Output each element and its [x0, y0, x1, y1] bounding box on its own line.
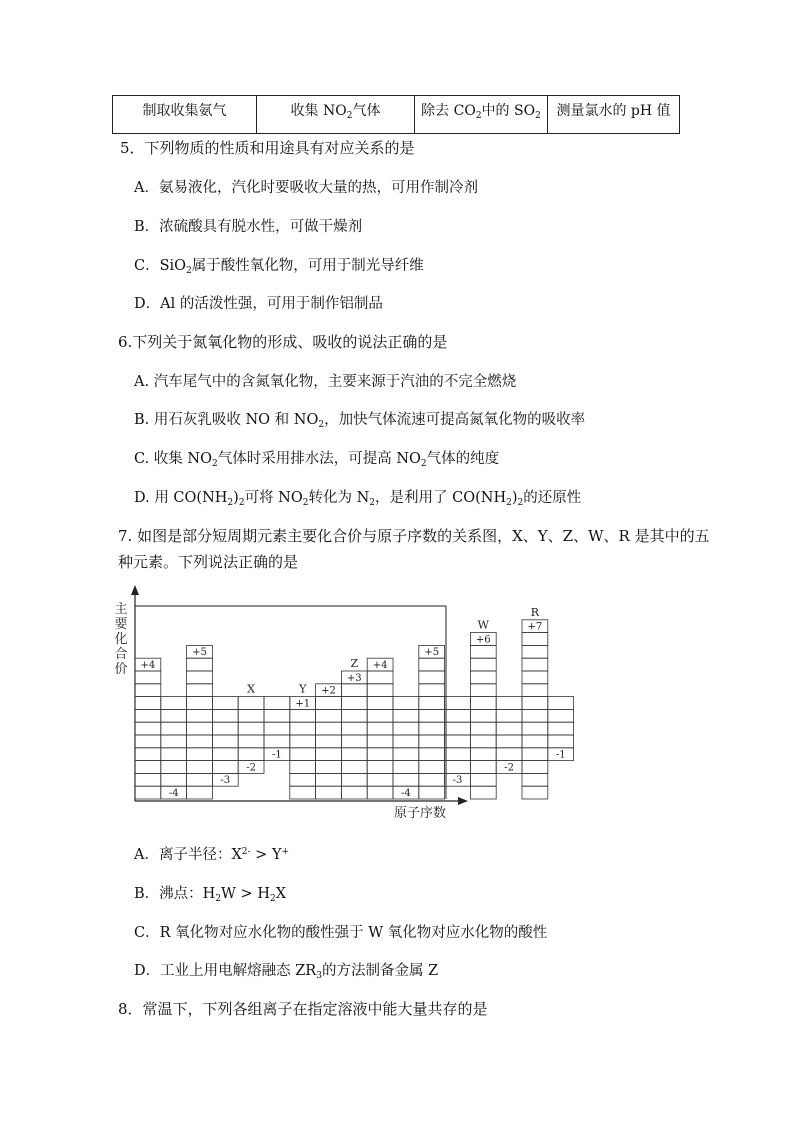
chart-cell [161, 773, 187, 786]
chart-cell [419, 697, 445, 710]
chart-cell [393, 709, 419, 722]
chart-cell [341, 761, 367, 774]
chart-cell [419, 684, 445, 697]
chart-cell [522, 684, 548, 697]
chart-cell [522, 709, 548, 722]
bar-value-label: -2 [246, 762, 256, 774]
bar-value-label: +6 [475, 634, 491, 646]
chart-cell [548, 697, 574, 710]
chart-cell [264, 735, 290, 748]
chart-cell [393, 748, 419, 761]
question-5-stem: 5．下列物质的性质和用途具有对应关系的是 [120, 139, 415, 157]
chart-cell [393, 722, 419, 735]
chart-cell [419, 722, 445, 735]
chart-cell [496, 735, 522, 748]
chart-cell [187, 697, 213, 710]
chart-cell [187, 786, 213, 799]
chart-cell [135, 709, 161, 722]
chart-cell [470, 748, 496, 761]
chart-cell [316, 786, 342, 799]
bar-value-label: -1 [272, 749, 282, 761]
chart-cell [135, 671, 161, 684]
chart-cell [135, 773, 161, 786]
question-7-option-b: B．沸点：$H_2W > H_2X$ [134, 886, 287, 904]
chart-cell [522, 761, 548, 774]
question-6-stem: 6.下列关于氮氧化物的形成、吸收的说法正确的是 [118, 333, 448, 351]
chart-cell [187, 671, 213, 684]
chart-cell [522, 697, 548, 710]
chart-cell [212, 697, 238, 710]
bar-value-label: +3 [346, 672, 362, 684]
chart-cell [419, 709, 445, 722]
bar-value-label: +4 [372, 660, 388, 671]
chart-cell [548, 722, 574, 735]
chart-cell [135, 697, 161, 710]
bar-value-label: -2 [504, 762, 514, 774]
y-axis-label-char: 化 [114, 632, 128, 647]
bar-value-label: +4 [140, 660, 156, 671]
chart-cell [238, 748, 264, 761]
chart-cell [290, 722, 316, 735]
chart-cell [212, 709, 238, 722]
question-5-option-b: B．浓硫酸具有脱水性，可做干燥剂 [134, 219, 363, 235]
question-7-stem-line1: 7. 如图是部分短周期元素主要化合价与原子序数的关系图，X、Y、Z、W、R 是其中的五 [118, 527, 710, 545]
chart-cell [161, 722, 187, 735]
chart-cell [522, 748, 548, 761]
chart-cell [548, 735, 574, 748]
chart-cell [187, 761, 213, 774]
chart-cell [470, 761, 496, 774]
chart-cell [341, 786, 367, 799]
chart-cell [290, 786, 316, 799]
chart-cell [316, 735, 342, 748]
chart-cell [238, 735, 264, 748]
chart-cell [522, 645, 548, 658]
chart-cell [445, 748, 471, 761]
chart-cell [470, 773, 496, 786]
chart-cell [316, 748, 342, 761]
chart-cell [522, 722, 548, 735]
chart-cell [212, 722, 238, 735]
chart-cell [470, 658, 496, 671]
chart-cell [187, 773, 213, 786]
chart-cell [161, 735, 187, 748]
chart-cell [341, 748, 367, 761]
element-label: X [247, 682, 256, 696]
chart-cell [393, 761, 419, 774]
chart-cell [290, 748, 316, 761]
question-7-option-c: C．R 氧化物对应水化物的酸性强于 W 氧化物对应水化物的酸性 [134, 925, 548, 941]
element-label: W [477, 618, 489, 632]
chart-cell [367, 671, 393, 684]
chart-cell [496, 709, 522, 722]
chart-cell [341, 684, 367, 697]
chart-cell [522, 658, 548, 671]
table-cell-ammonia: 制取收集氨气 [113, 96, 257, 134]
chart-cell [341, 722, 367, 735]
bar-value-label: +7 [527, 621, 543, 633]
chart-cell [445, 722, 471, 735]
chart-cell [187, 748, 213, 761]
chart-cell [393, 773, 419, 786]
bar-value-label: -3 [220, 775, 231, 787]
chart-cell [496, 748, 522, 761]
element-label: Z [350, 657, 359, 670]
chart-cell [445, 709, 471, 722]
chart-cell [367, 761, 393, 774]
chart-cell [496, 722, 522, 735]
y-axis-arrow [131, 585, 139, 595]
chart-cell [187, 684, 213, 697]
chart-cell [264, 697, 290, 710]
chart-cell [187, 735, 213, 748]
chart-cell [522, 735, 548, 748]
chart-cell [238, 722, 264, 735]
chart-cell [367, 722, 393, 735]
bar-value-label: -3 [452, 775, 463, 787]
bar-value-label: +5 [192, 647, 207, 659]
chart-cell [187, 658, 213, 671]
chart-cell [238, 697, 264, 710]
chart-cell [470, 709, 496, 722]
chart-cell [470, 722, 496, 735]
question-6-option-d: D. 用 $CO(NH_2)_2$可将 $NO_2$转化为 $N_2$，是利用了 $CO(NH_2)_2$的还原性 [134, 490, 582, 508]
chart-cell [316, 773, 342, 786]
bar-value-label: +1 [295, 698, 311, 710]
y-axis-label-char: 合 [114, 647, 128, 662]
chart-cell [445, 697, 471, 710]
chart-cell [548, 709, 574, 722]
chart-cell [419, 658, 445, 671]
question-6-option-c: C. 收集 $NO_2$气体时采用排水法，可提高 $NO_2$气体的纯度 [134, 451, 500, 469]
chart-cell [419, 671, 445, 684]
valence-chart [110, 583, 566, 828]
chart-cell [212, 735, 238, 748]
chart-cell [187, 722, 213, 735]
question-7-stem-line2: 种元素。下列说法正确的是 [118, 553, 299, 571]
chart-cell [135, 761, 161, 774]
chart-cell [341, 697, 367, 710]
chart-cell [367, 697, 393, 710]
question-7-option-d: D．工业上用电解熔融态 $ZR_3$的方法制备金属 Z [134, 963, 439, 981]
chart-cell [470, 671, 496, 684]
chart-cell [419, 748, 445, 761]
question-5-option-a: A．氨易液化，汽化时要吸收大量的热，可用作制冷剂 [134, 180, 478, 196]
chart-cell [522, 786, 548, 799]
chart-cell [316, 697, 342, 710]
chart-cell [316, 761, 342, 774]
chart-cell [393, 735, 419, 748]
chart-cell [367, 709, 393, 722]
chart-cell [522, 671, 548, 684]
chart-cell [445, 735, 471, 748]
table-cell-so2: 除去 $CO_2$中的 $SO_2$ [415, 96, 548, 134]
chart-cell [393, 697, 419, 710]
chart-cell [367, 773, 393, 786]
chart-cell [470, 684, 496, 697]
chart-cell [135, 722, 161, 735]
y-axis-label-char: 主 [114, 602, 128, 617]
chart-cell [135, 684, 161, 697]
chart-cell [290, 709, 316, 722]
chart-cell [135, 735, 161, 748]
chart-cell [212, 761, 238, 774]
experiment-table [112, 95, 680, 134]
chart-cell [161, 761, 187, 774]
bar-value-label: -4 [168, 788, 179, 799]
chart-cell [135, 786, 161, 799]
chart-cell [316, 709, 342, 722]
bar-value-label: +5 [424, 647, 440, 659]
bar-value-label: -1 [555, 749, 566, 761]
question-8-stem: 8．常温下，下列各组离子在指定溶液中能大量共存的是 [118, 1000, 488, 1018]
chart-cell [161, 697, 187, 710]
chart-cell [187, 709, 213, 722]
chart-cell [419, 761, 445, 774]
question-5-option-d: D．Al 的活泼性强，可用于制作铝制品 [134, 296, 383, 312]
element-label: R [530, 605, 540, 619]
table-cell-ph: 测量氯水的 pH 值 [548, 96, 680, 134]
chart-cell [341, 709, 367, 722]
chart-cell [470, 786, 496, 799]
y-axis-label-char: 价 [114, 662, 128, 677]
chart-cell [470, 697, 496, 710]
x-axis-arrow [458, 797, 468, 805]
bar-value-label: +2 [321, 685, 336, 697]
chart-cell [367, 684, 393, 697]
chart-cell [367, 735, 393, 748]
chart-cell [212, 748, 238, 761]
chart-cell [341, 773, 367, 786]
chart-cell [367, 786, 393, 799]
question-5-option-c: C．SiO$_2$属于酸性氧化物，可用于制光导纤维 [134, 258, 424, 276]
chart-cell [290, 761, 316, 774]
element-label: Y [299, 682, 307, 696]
chart-cell [264, 722, 290, 735]
bar-value-label: -4 [401, 788, 411, 799]
x-axis-label: 原子序数 [393, 806, 447, 821]
chart-cell [161, 709, 187, 722]
table-cell-no2: 收集 $NO_2$气体 [257, 96, 415, 134]
chart-cell [135, 748, 161, 761]
chart-cell [367, 748, 393, 761]
chart-cell [496, 697, 522, 710]
question-6-option-b: B. 用石灰乳吸收 NO 和 $NO_2$，加快气体流速可提高氮氧化物的吸收率 [134, 412, 586, 430]
chart-cell [238, 709, 264, 722]
question-7-option-a: A．离子半径：$X^{2-} > Y^+$ [134, 847, 290, 863]
chart-cell [522, 633, 548, 646]
chart-cell [470, 645, 496, 658]
chart-cell [419, 786, 445, 799]
chart-cell [316, 722, 342, 735]
chart-cell [341, 735, 367, 748]
chart-cell [445, 761, 471, 774]
chart-cell [161, 748, 187, 761]
chart-cell [522, 773, 548, 786]
question-6-option-a: A. 汽车尾气中的含氮氧化物，主要来源于汽油的不完全燃烧 [134, 374, 517, 390]
chart-cell [264, 709, 290, 722]
chart-cell [290, 773, 316, 786]
chart-cell [470, 735, 496, 748]
chart-cell [419, 773, 445, 786]
chart-cell [290, 735, 316, 748]
y-axis-label-char: 要 [114, 617, 128, 632]
chart-cell [419, 735, 445, 748]
